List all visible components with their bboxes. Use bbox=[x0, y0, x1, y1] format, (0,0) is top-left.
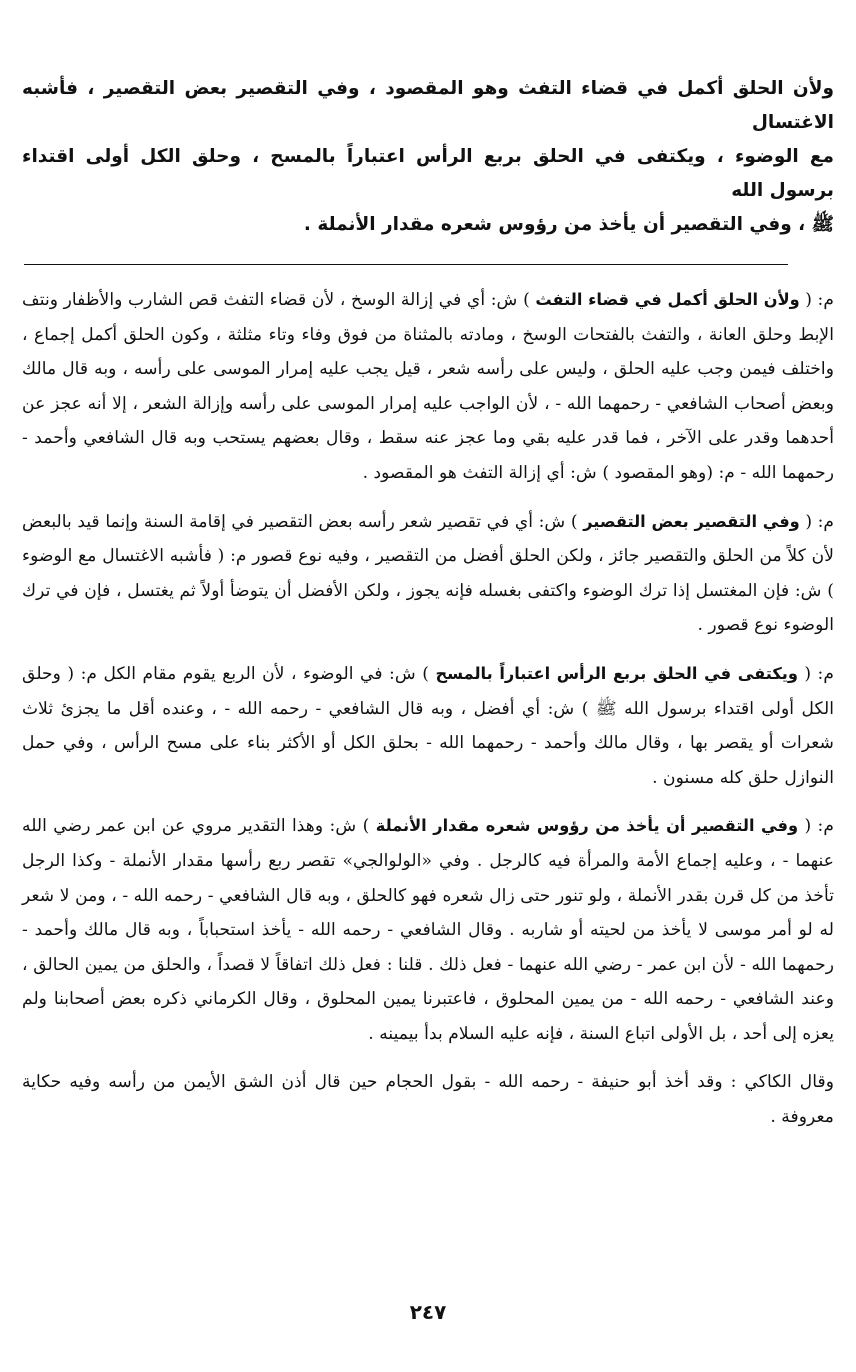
commentary-body: وقال الكاكي : وقد أخذ أبو حنيفة - رحمه الله - بقول الحجام حين قال أذن الشق الأيمن من رأسه وفيه حكاية معروفة . bbox=[22, 1072, 834, 1128]
commentary-body: ) ش: وهذا التقدير مروي عن ابن عمر رضي الله عنهما - ، وعليه إجماع الأمة والمرأة فيه كالرجل . وفي «الولوالجي» تقصر ربع رأسها مقدار الأنملة - وكذا الرجل تأخذ من كل قرن بقدر الأنملة ، ولو تنور حتى زال شعره فهو كالحلق ، وبه قال الشافعي - رحمه الله - ، ومن لا شعر له لو أمر موسى لا يأخذ من لحيته أو شاربه . وقال الشافعي - رحمه الله - يأخذ استحباباً ، وبه قال مالك وأحمد - رحمهما الله - لأن ابن عمر - رضي الله عنهما - فعل ذلك . قلنا : فعل ذلك اتفاقاً لا قصداً ، والحلق من يمين الحالق ، وعند الشافعي - رحمه الله - من يمين المحلوق ، فاعتبرنا يمين المحلوق ، وقال الكرماني ذكره بعض أصحابنا ولم يعزه إلى أحد ، بل الأولى اتباع السنة ، فإنه عليه السلام بدأ بيمينه . bbox=[22, 816, 834, 1044]
matn-quote: ويكتفى في الحلق بربع الرأس اعتباراً بالمسح bbox=[435, 663, 798, 683]
matn-text bbox=[22, 72, 834, 242]
commentary-paragraph bbox=[22, 657, 834, 795]
matn-marker: م: ( bbox=[804, 663, 834, 684]
page-body bbox=[22, 62, 834, 1149]
commentary-section bbox=[22, 283, 834, 1135]
page-number: ٢٤٧ bbox=[409, 1300, 447, 1324]
matn-marker: م: ( bbox=[804, 816, 834, 837]
matn-line: ﷺ ، وفي التقصير أن يأخذ من رؤوس شعره مقدار الأنملة . bbox=[303, 214, 834, 235]
matn-quote: ولأن الحلق أكمل في قضاء التفث bbox=[535, 290, 800, 309]
matn-marker: م: ( bbox=[805, 511, 834, 532]
matn-quote: وفي التقصير أن يأخذ من رؤوس شعره مقدار الأنملة bbox=[375, 816, 799, 836]
commentary-paragraph bbox=[22, 505, 834, 643]
commentary-body: ) ش: أي في تقصير شعر رأسه بعض التقصير في إقامة السنة وإنما قيد بالبعض لأن كلاً من الحلق والتقصير جائز ، ولكن الحلق أفضل من التقصير ، وفيه نوع قصور م: ( فأشبه الاغتسال مع الوضوء ) ش: فإن المغتسل إذا ترك الوضوء واكتفى بغسله فإنه يجوز ، ولكن الأفضل أن يتوضأ أولاً ثم يغتسل ، فإن في ترك الوضوء نوع قصور . bbox=[22, 511, 834, 636]
commentary-paragraph bbox=[22, 283, 834, 491]
commentary-body: ) ش: في الوضوء ، لأن الربع يقوم مقام الكل م: ( وحلق الكل أولى اقتداء برسول الله ﷺ ) ش: أي أفضل ، وبه قال الشافعي - رحمه الله - ، وعنده أقل ما يجزئ ثلاث شعرات أو يقصر بها ، وقال مالك وأحمد - رحمهما الله - بحلق الكل أو الأكثر بناء على مسح الرأس ، وفي حمل النوازل حلق كله مسنون . bbox=[22, 663, 834, 788]
matn-line: ولأن الحلق أكمل في قضاء التفث وهو المقصود ، وفي التقصير بعض التقصير ، فأشبه الاغتسال bbox=[22, 78, 834, 133]
commentary-body: ) ش: أي في إزالة الوسخ ، لأن قضاء التفث قص الشارب والأظفار ونتف الإبط وحلق العانة ، والتفث بالفتحات الوسخ ، ومادته بالمثناة من فوق وفاء وتاء مثلثة ، وكون الحلق أكمل إجماع ، واختلف فيمن وجب عليه الحلق ، وليس على رأسه شعر ، قيل يجب عليه إمرار الموسى على رأسه ، وبه قال مالك وبعض أصحاب الشافعي - رحمهما الله - ، لأن الواجب عليه إمرار الموسى على رأسه وإزالة الشعر ، إلا أنه عجز عن أحدهما وقدر على الآخر ، فما قدر عليه بقي وما عجز عنه سقط ، وقال بعضهم يستحب وبه قال الشافعي وأحمد - رحمهما الله - م: (وهو المقصود ) ش: أي إزالة التفث هو المقصود . bbox=[22, 290, 834, 483]
commentary-paragraph bbox=[22, 809, 834, 1051]
matn-marker: م: ( bbox=[805, 290, 834, 310]
matn-line: مع الوضوء ، ويكتفى في الحلق بربع الرأس اعتباراً بالمسح ، وحلق الكل أولى اقتداء برسول الله bbox=[22, 146, 834, 201]
matn-quote: وفي التقصير بعض التقصير bbox=[583, 511, 800, 531]
divider-rule bbox=[24, 264, 788, 265]
commentary-paragraph bbox=[22, 1065, 834, 1134]
